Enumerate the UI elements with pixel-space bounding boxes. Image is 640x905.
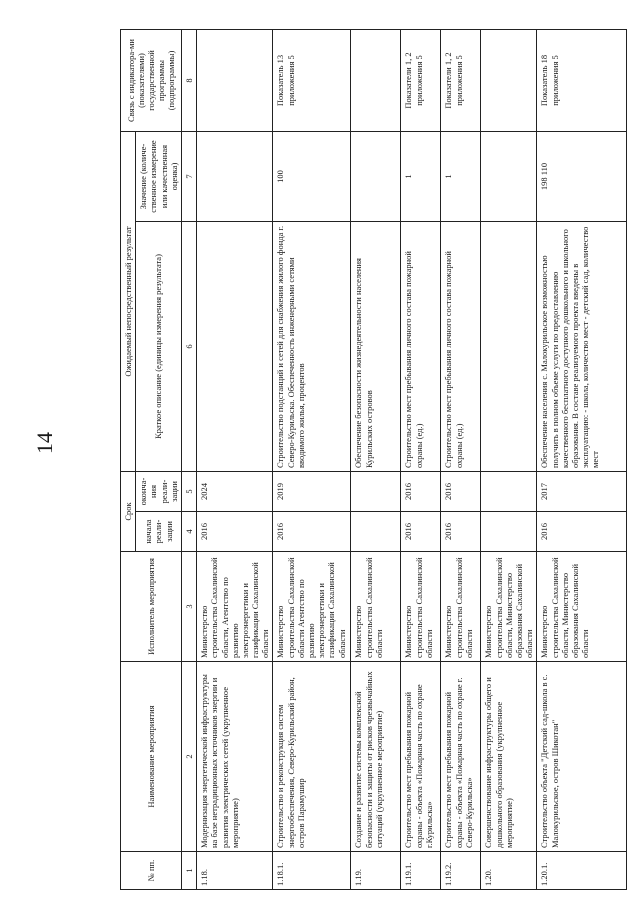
- cell-end: 2016: [441, 472, 481, 512]
- cell-value: [197, 132, 273, 222]
- col-number: 1: [181, 852, 196, 890]
- cell-num: 1.20.1.: [537, 852, 627, 890]
- header-num: № пп.: [121, 852, 182, 890]
- cell-link: Показатель 13 приложения 5: [273, 30, 351, 132]
- cell-start: 2016: [401, 512, 441, 552]
- cell-num: 1.18.1.: [273, 852, 351, 890]
- cell-link: Показатель 18 приложения 5: [537, 30, 627, 132]
- cell-start: [351, 512, 401, 552]
- cell-desc: Обеспечение населения с. Малокурильское возможностью получить в полном объеме услуги по предоставлению качественного бесплатного доступного дошкольного и школьного образования. В составе реализуемого проекта введены в эксплуатацию: - школа, количество мест - детский сад, количество мест: [537, 222, 627, 472]
- cell-num: 1.19.2.: [441, 852, 481, 890]
- cell-start: 2016: [197, 512, 273, 552]
- cell-executor: Министерство строительства Сахалинской области: [401, 552, 441, 662]
- cell-end: 2016: [401, 472, 441, 512]
- table-body: [197, 30, 627, 890]
- cell-value: 198 110: [537, 132, 627, 222]
- cell-value: 1: [401, 132, 441, 222]
- col-number: 3: [181, 552, 196, 662]
- cell-desc: Строительство мест пребывания личного состава пожарной охраны (ед.): [441, 222, 481, 472]
- cell-link: [197, 30, 273, 132]
- col-number: 6: [181, 222, 196, 472]
- table-row: [273, 30, 351, 890]
- cell-executor: Министерство строительства Сахалинской области, Министерство образования Сахалинской области: [537, 552, 627, 662]
- cell-executor: Министерство строительства Сахалинской области: [351, 552, 401, 662]
- table-row: [481, 30, 537, 890]
- cell-name: Строительство мест пребывания пожарной охраны - объекта «Пожарная часть по охране г. Северо-Курильска»: [441, 662, 481, 852]
- cell-num: 1.19.1.: [401, 852, 441, 890]
- cell-desc: [481, 222, 537, 472]
- header-link: Связь с индикатора-ми (показателями) государственной программы (подпрограммы): [121, 30, 182, 132]
- cell-end: [481, 472, 537, 512]
- cell-start: 2016: [273, 512, 351, 552]
- cell-executor: Министерство строительства Сахалинской области: [441, 552, 481, 662]
- cell-num: 1.19.: [351, 852, 401, 890]
- table-row: [351, 30, 401, 890]
- table-row: [197, 30, 273, 890]
- col-number: 2: [181, 662, 196, 852]
- cell-start: [481, 512, 537, 552]
- cell-num: 1.20.: [481, 852, 537, 890]
- cell-link: [481, 30, 537, 132]
- cell-link: Показатели 1, 2 приложения 5: [401, 30, 441, 132]
- header-value: Значение (количе-ственное измерение или качественная оценка): [136, 132, 182, 222]
- cell-end: 2024: [197, 472, 273, 512]
- cell-link: [351, 30, 401, 132]
- cell-name: Строительство мест пребывания пожарной охраны - объекта «Пожарная часть по охране г.Курильска»: [401, 662, 441, 852]
- rotated-table-container: [120, 30, 630, 890]
- col-number: 7: [181, 132, 196, 222]
- cell-value: [351, 132, 401, 222]
- column-number-row: [181, 30, 196, 890]
- header-result: Ожидаемый непосредственный результат: [121, 132, 136, 472]
- cell-desc: Строительство подстанций и сетей для снабжения жилого фонда г. Северо-Курильска. Обеспеченность инженерными сетями вводимого жилья, процентов: [273, 222, 351, 472]
- table-row: [441, 30, 481, 890]
- cell-value: 1: [441, 132, 481, 222]
- cell-executor: Министерство строительства Сахалинской области, Агентство по развитию электроэнергетики и газификации Сахалинской области: [197, 552, 273, 662]
- cell-executor: Министерство строительства Сахалинской области, Министерство образования Сахалинской области: [481, 552, 537, 662]
- header-row: [121, 30, 136, 890]
- header-start: начала реали-зации: [136, 512, 182, 552]
- cell-name: Строительство объекта "Детский сад-школа в с. Малокурильское, остров Шикотан": [537, 662, 627, 852]
- cell-end: 2017: [537, 472, 627, 512]
- cell-desc: [197, 222, 273, 472]
- cell-desc: Обеспечение безопасности жизнедеятельности населения Курильских островов: [351, 222, 401, 472]
- table-row: [401, 30, 441, 890]
- header-end: оконча-ния реали-зации: [136, 472, 182, 512]
- cell-name: Строительство и реконструкция систем энергообеспечения, Северо-Курильский район, остров Парамушир: [273, 662, 351, 852]
- page-number: 14: [32, 432, 57, 454]
- table-row: [537, 30, 627, 890]
- cell-value: [481, 132, 537, 222]
- cell-start: 2016: [441, 512, 481, 552]
- cell-num: 1.18.: [197, 852, 273, 890]
- cell-end: 2019: [273, 472, 351, 512]
- col-number: 4: [181, 512, 196, 552]
- cell-end: [351, 472, 401, 512]
- header-term: Срок: [121, 472, 136, 552]
- cell-name: Совершенствование инфраструктуры общего и дошкольного образования (укрупненное мероприятие): [481, 662, 537, 852]
- cell-executor: Министерство строительства Сахалинской области Агентство по развитию электроэнергетики и газификации Сахалинской области: [273, 552, 351, 662]
- cell-link: Показатели 1, 2 приложения 5: [441, 30, 481, 132]
- header-executor: Исполнитель мероприятия: [121, 552, 182, 662]
- cell-value: 100: [273, 132, 351, 222]
- cell-desc: Строительство мест пребывания личного состава пожарной охраны (ед.): [401, 222, 441, 472]
- cell-start: 2016: [537, 512, 627, 552]
- cell-name: Создание и развитие системы комплексной безопасности и защиты от рисков чрезвычайных ситуаций (укрупненное мероприятие): [351, 662, 401, 852]
- measures-table: [120, 29, 627, 890]
- header-name: Наименование мероприятия: [121, 662, 182, 852]
- header-desc: Краткое описание (единицы измерения результата): [136, 222, 182, 472]
- col-number: 5: [181, 472, 196, 512]
- cell-name: Модернизация энергетической инфраструктуры на базе нетрадиционных источников энергии и развития электрических сетей (укрупненное мероприятие): [197, 662, 273, 852]
- col-number: 8: [181, 30, 196, 132]
